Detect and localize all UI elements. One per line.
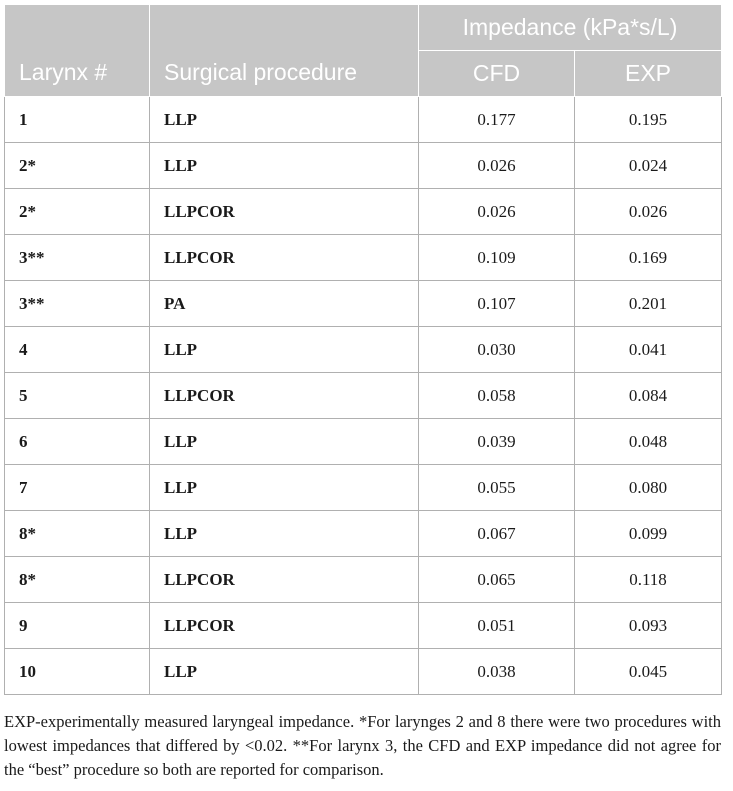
table-row: [5, 143, 722, 189]
table-body: [5, 97, 722, 695]
header-larynx: Larynx #: [5, 5, 150, 97]
cell-cfd: 0.058: [419, 373, 575, 419]
cell-cfd: 0.055: [419, 465, 575, 511]
cell-exp: 0.093: [575, 603, 722, 649]
table-row: [5, 97, 722, 143]
table-row: [5, 465, 722, 511]
cell-procedure: LLPCOR: [150, 373, 419, 419]
cell-cfd: 0.030: [419, 327, 575, 373]
table-footnote: EXP-experimentally measured laryngeal impedance. *For larynges 2 and 8 there were two procedures with lowest impedances that differed by <0.02. **For larynx 3, the CFD and EXP impedance did not agree for the “best” procedure so both are reported for comparison.: [4, 712, 721, 779]
cell-procedure: PA: [150, 281, 419, 327]
header-exp: EXP: [575, 51, 722, 97]
table-row: [5, 373, 722, 419]
header-impedance-group: Impedance (kPa*s/L): [419, 5, 722, 51]
cell-exp: 0.201: [575, 281, 722, 327]
cell-exp: 0.084: [575, 373, 722, 419]
cell-cfd: 0.026: [419, 143, 575, 189]
cell-procedure: LLP: [150, 649, 419, 695]
cell-exp: 0.045: [575, 649, 722, 695]
cell-exp: 0.118: [575, 557, 722, 603]
cell-larynx: 9: [5, 603, 150, 649]
table-row: [5, 511, 722, 557]
cell-larynx: 7: [5, 465, 150, 511]
cell-procedure: LLP: [150, 143, 419, 189]
cell-exp: 0.080: [575, 465, 722, 511]
cell-cfd: 0.051: [419, 603, 575, 649]
cell-procedure: LLPCOR: [150, 557, 419, 603]
cell-exp: 0.026: [575, 189, 722, 235]
cell-cfd: 0.039: [419, 419, 575, 465]
header-cfd: CFD: [419, 51, 575, 97]
cell-exp: 0.195: [575, 97, 722, 143]
cell-procedure: LLPCOR: [150, 189, 419, 235]
cell-cfd: 0.065: [419, 557, 575, 603]
cell-larynx: 6: [5, 419, 150, 465]
cell-larynx: 10: [5, 649, 150, 695]
cell-cfd: 0.109: [419, 235, 575, 281]
cell-procedure: LLP: [150, 97, 419, 143]
impedance-table-container: [4, 4, 721, 695]
cell-procedure: LLPCOR: [150, 603, 419, 649]
cell-larynx: 4: [5, 327, 150, 373]
table-row: [5, 603, 722, 649]
cell-procedure: LLP: [150, 465, 419, 511]
cell-cfd: 0.026: [419, 189, 575, 235]
table-row: [5, 189, 722, 235]
impedance-table: [4, 4, 722, 695]
table-row: [5, 419, 722, 465]
cell-larynx: 8*: [5, 557, 150, 603]
cell-larynx: 3**: [5, 281, 150, 327]
table-header: [5, 5, 722, 97]
table-row: [5, 281, 722, 327]
table-row: [5, 327, 722, 373]
table-row: [5, 649, 722, 695]
cell-cfd: 0.107: [419, 281, 575, 327]
cell-cfd: 0.067: [419, 511, 575, 557]
cell-procedure: LLP: [150, 327, 419, 373]
cell-larynx: 3**: [5, 235, 150, 281]
cell-procedure: LLP: [150, 419, 419, 465]
table-row: [5, 557, 722, 603]
cell-larynx: 1: [5, 97, 150, 143]
cell-larynx: 5: [5, 373, 150, 419]
cell-procedure: LLPCOR: [150, 235, 419, 281]
cell-exp: 0.024: [575, 143, 722, 189]
cell-exp: 0.041: [575, 327, 722, 373]
cell-cfd: 0.177: [419, 97, 575, 143]
cell-exp: 0.048: [575, 419, 722, 465]
cell-cfd: 0.038: [419, 649, 575, 695]
header-procedure: Surgical procedure: [150, 5, 419, 97]
table-row: [5, 235, 722, 281]
cell-exp: 0.099: [575, 511, 722, 557]
cell-larynx: 2*: [5, 143, 150, 189]
cell-procedure: LLP: [150, 511, 419, 557]
cell-exp: 0.169: [575, 235, 722, 281]
cell-larynx: 2*: [5, 189, 150, 235]
cell-larynx: 8*: [5, 511, 150, 557]
